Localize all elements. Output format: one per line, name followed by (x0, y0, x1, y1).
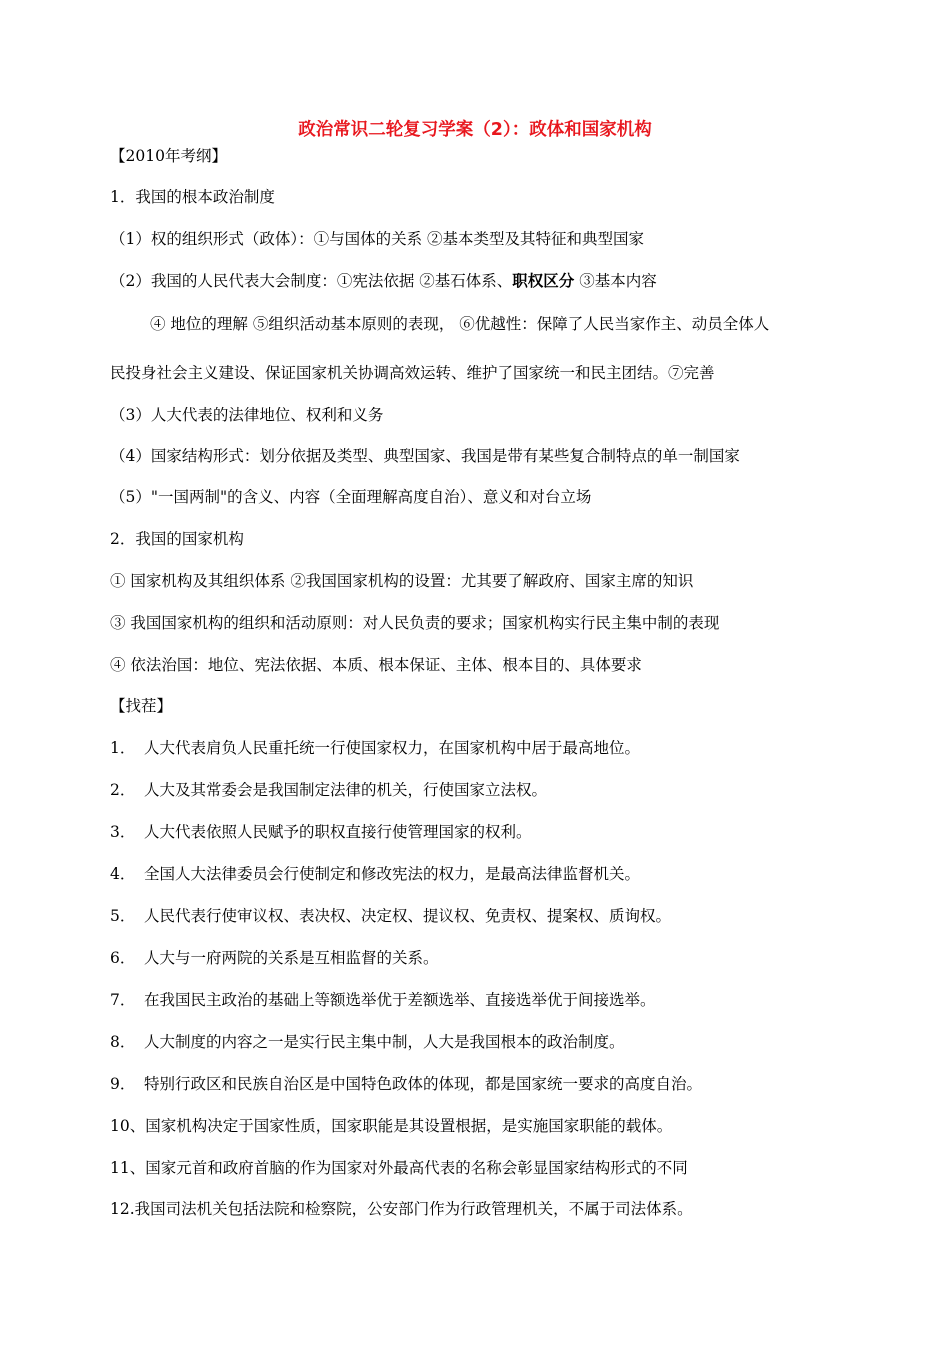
error-item (110, 948, 439, 968)
errors-heading: 【找茬】 (110, 697, 173, 715)
outline-item-1: （1）权的组织形式（政体）：①与国体的关系 ②基本类型及其特征和典型国家 (110, 230, 645, 248)
outline-item-2-bold: 职权区分 (512, 271, 575, 290)
error-item-number: 2． (110, 781, 136, 799)
error-item (110, 906, 671, 926)
outline-item-2 (110, 271, 657, 291)
error-item-text: 在我国民主政治的基础上等额选举优于差额选举、直接选举优于间接选举。 (144, 991, 656, 1009)
error-item-12: 12.我国司法机关包括法院和检察院，公安部门作为行政管理机关，不属于司法体系。 (110, 1200, 693, 1218)
error-item-11: 11、国家元首和政府首脑的作为国家对外最高代表的名称会彰显国家结构形式的不同 (110, 1159, 688, 1177)
error-item-text: 人大及其常委会是我国制定法律的机关，行使国家立法权。 (144, 781, 548, 799)
error-item-number: 9． (110, 1075, 136, 1093)
error-item (110, 780, 547, 800)
outline-item-5: （5）"一国两制"的含义、内容（全面理解高度自治）、意义和对台立场 (110, 488, 592, 506)
error-item (110, 1032, 625, 1052)
section2-item-3: ④ 依法治国：地位、宪法依据、本质、根本保证、主体、根本目的、具体要求 (110, 656, 642, 674)
error-item-text: 人大与一府两院的关系是互相监督的关系。 (144, 949, 439, 967)
section2-title: 2．我国的国家机构 (110, 530, 244, 548)
error-item-number: 4． (110, 865, 136, 883)
error-item-number: 7． (110, 991, 136, 1009)
error-item-text: 人民代表行使审议权、表决权、决定权、提议权、免责权、提案权、质询权。 (144, 907, 672, 925)
section1-title: 1．我国的根本政治制度 (110, 188, 275, 206)
error-item-text: 人大代表依照人民赋予的职权直接行使管理国家的权利。 (144, 823, 532, 841)
error-item-text: 全国人大法律委员会行使制定和修改宪法的权力，是最高法律监督机关。 (144, 865, 641, 883)
outline-item-2-cont1: ④ 地位的理解 ⑤组织活动基本原则的表现， ⑥优越性：保障了人民当家作主、动员全体人 (150, 315, 770, 333)
document-title: 政治常识二轮复习学案（2）：政体和国家机构 (298, 120, 652, 140)
outline-item-2-pre: （2）我国的人民代表大会制度：①宪法依据 ②基石体系、 (110, 272, 513, 290)
outline-item-2-post: ③基本内容 (574, 272, 657, 290)
error-item-text: 人大代表肩负人民重托统一行使国家权力，在国家机构中居于最高地位。 (144, 739, 641, 757)
section2-item-1: ① 国家机构及其组织体系 ②我国国家机构的设置：尤其要了解政府、国家主席的知识 (110, 572, 694, 590)
error-item-10: 10、国家机构决定于国家性质，国家职能是其设置根据，是实施国家职能的载体。 (110, 1117, 673, 1135)
outline-item-4: （4）国家结构形式：划分依据及类型、典型国家、我国是带有某些复合制特点的单一制国家 (110, 447, 740, 465)
error-item (110, 990, 656, 1010)
error-item (110, 864, 640, 884)
error-item-text: 人大制度的内容之一是实行民主集中制，人大是我国根本的政治制度。 (144, 1033, 625, 1051)
error-item-number: 8． (110, 1033, 136, 1051)
error-item-number: 5． (110, 907, 136, 925)
error-item (110, 822, 532, 842)
error-item-number: 3． (110, 823, 136, 841)
error-item-text: 特别行政区和民族自治区是中国特色政体的体现，都是国家统一要求的高度自治。 (144, 1075, 703, 1093)
error-item (110, 738, 640, 758)
outline-heading: 【2010年考纲】 (110, 147, 227, 165)
outline-item-2-cont2: 民投身社会主义建设、保证国家机关协调高效运转、维护了国家统一和民主团结。⑦完善 (110, 364, 715, 382)
error-item (110, 1074, 702, 1094)
outline-item-3: （3）人大代表的法律地位、权利和义务 (110, 406, 384, 424)
error-item-number: 6． (110, 949, 136, 967)
error-item-number: 1． (110, 739, 136, 757)
section2-item-2: ③ 我国国家机构的组织和活动原则：对人民负责的要求；国家机构实行民主集中制的表现 (110, 614, 720, 632)
